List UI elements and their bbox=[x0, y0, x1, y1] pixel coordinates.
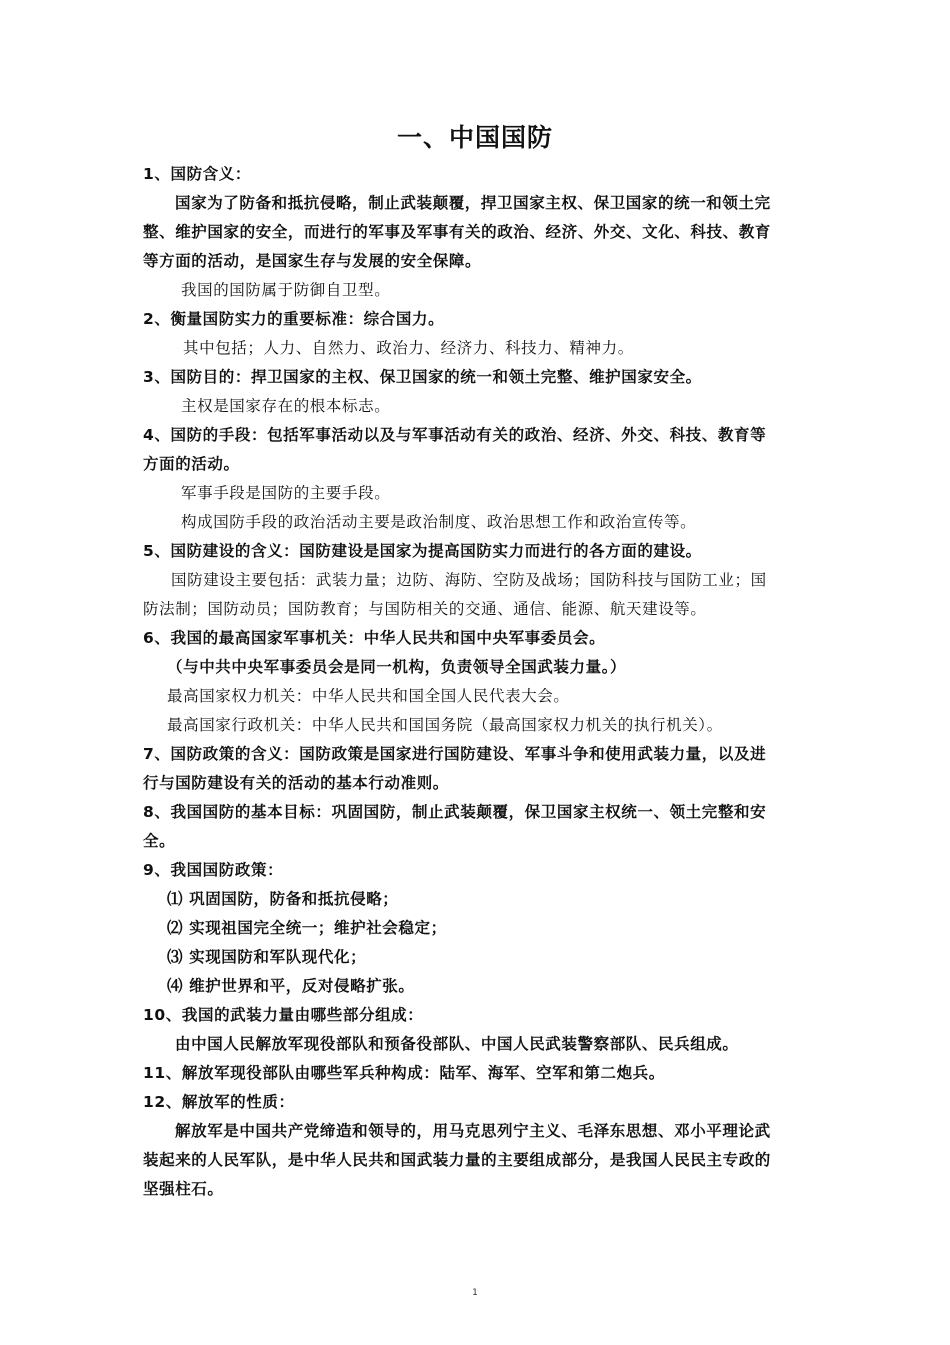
section-7-heading-line-1: 7、国防政策的含义：国防政策是国家进行国防建设、军事斗争和使用武装力量，以及进 bbox=[143, 745, 767, 763]
section-3-note: 主权是国家存在的根本标志。 bbox=[181, 397, 391, 415]
section-7-heading-line-2: 行与国防建设有关的活动的基本行动准则。 bbox=[143, 774, 449, 792]
section-1-body-line-3: 等方面的活动，是国家生存与发展的安全保障。 bbox=[143, 252, 482, 270]
section-1-body-line-2: 整、维护国家的安全，而进行的军事及军事有关的政治、经济、外交、文化、科技、教育 bbox=[143, 223, 771, 241]
section-2-note: 其中包括；人力、自然力、政治力、经济力、科技力、精神力。 bbox=[183, 339, 634, 357]
section-6-heading: 6、我国的最高国家军事机关：中华人民共和国中央军事委员会。 bbox=[143, 629, 606, 647]
section-6-parenthetical: （与中共中央军事委员会是同一机构，负责领导全国武装力量。） bbox=[167, 658, 627, 676]
page-number: 1 bbox=[472, 1288, 478, 1298]
section-5-note-line-1: 国防建设主要包括：武装力量；边防、海防、空防及战场；国防科技与国防工业；国 bbox=[171, 571, 767, 589]
section-5-heading: 5、国防建设的含义：国防建设是国家为提高国防实力而进行的各方面的建设。 bbox=[143, 542, 702, 560]
section-9-item-3: ⑶ 实现国防和军队现代化； bbox=[167, 948, 367, 966]
section-8-heading-line-2: 全。 bbox=[143, 832, 176, 850]
section-4-note-1: 军事手段是国防的主要手段。 bbox=[181, 484, 391, 502]
section-10-heading: 10、我国的武装力量由哪些部分组成： bbox=[143, 1006, 424, 1024]
section-9-item-1: ⑴ 巩固国防，防备和抵抗侵略； bbox=[167, 890, 399, 908]
section-8-heading-line-1: 8、我国国防的基本目标：巩固国防，制止武装颠覆，保卫国家主权统一、领土完整和安 bbox=[143, 803, 767, 821]
section-9-heading: 9、我国国防政策： bbox=[143, 861, 284, 879]
section-12-heading: 12、解放军的性质： bbox=[143, 1093, 295, 1111]
section-1-note: 我国的国防属于防御自卫型。 bbox=[181, 281, 391, 299]
section-6-note-2: 最高国家行政机关：中华人民共和国国务院（最高国家权力机关的执行机关）。 bbox=[167, 716, 723, 734]
section-2-heading: 2、衡量国防实力的重要标准：综合国力。 bbox=[143, 310, 445, 328]
section-12-body-line-1: 解放军是中国共产党缔造和领导的，用马克思列宁主义、毛泽东思想、邓小平理论武 bbox=[175, 1122, 771, 1140]
section-5-note-line-2: 防法制；国防动员；国防教育；与国防相关的交通、通信、能源、航天建设等。 bbox=[143, 600, 707, 618]
section-6-note-1: 最高国家权力机关：中华人民共和国全国人民代表大会。 bbox=[167, 687, 570, 705]
section-1-heading: 1、国防含义： bbox=[143, 165, 251, 183]
section-9-item-2: ⑵ 实现祖国完全统一；维护社会稳定； bbox=[167, 919, 447, 937]
section-3-heading: 3、国防目的：捍卫国家的主权、保卫国家的统一和领土完整、维护国家安全。 bbox=[143, 368, 702, 386]
section-12-body-line-3: 坚强柱石。 bbox=[143, 1180, 224, 1198]
section-10-body: 由中国人民解放军现役部队和预备役部队、中国人民武装警察部队、民兵组成。 bbox=[175, 1035, 739, 1053]
section-4-note-2: 构成国防手段的政治活动主要是政治制度、政治思想工作和政治宣传等。 bbox=[181, 513, 697, 531]
section-12-body-line-2: 装起来的人民军队，是中华人民共和国武装力量的主要组成部分，是我国人民民主专政的 bbox=[143, 1151, 771, 1169]
section-9-item-4: ⑷ 维护世界和平，反对侵略扩张。 bbox=[167, 977, 415, 995]
section-1-body-line-1: 国家为了防备和抵抗侵略，制止武装颠覆，捍卫国家主权、保卫国家的统一和领土完 bbox=[175, 194, 771, 212]
page-title: 一、中国国防 bbox=[396, 123, 553, 152]
section-4-heading-line-1: 4、国防的手段：包括军事活动以及与军事活动有关的政治、经济、外交、科技、教育等 bbox=[143, 426, 767, 444]
section-11-heading: 11、解放军现役部队由哪些军兵种构成：陆军、海军、空军和第二炮兵。 bbox=[143, 1064, 665, 1082]
section-4-heading-line-2: 方面的活动。 bbox=[143, 455, 240, 473]
